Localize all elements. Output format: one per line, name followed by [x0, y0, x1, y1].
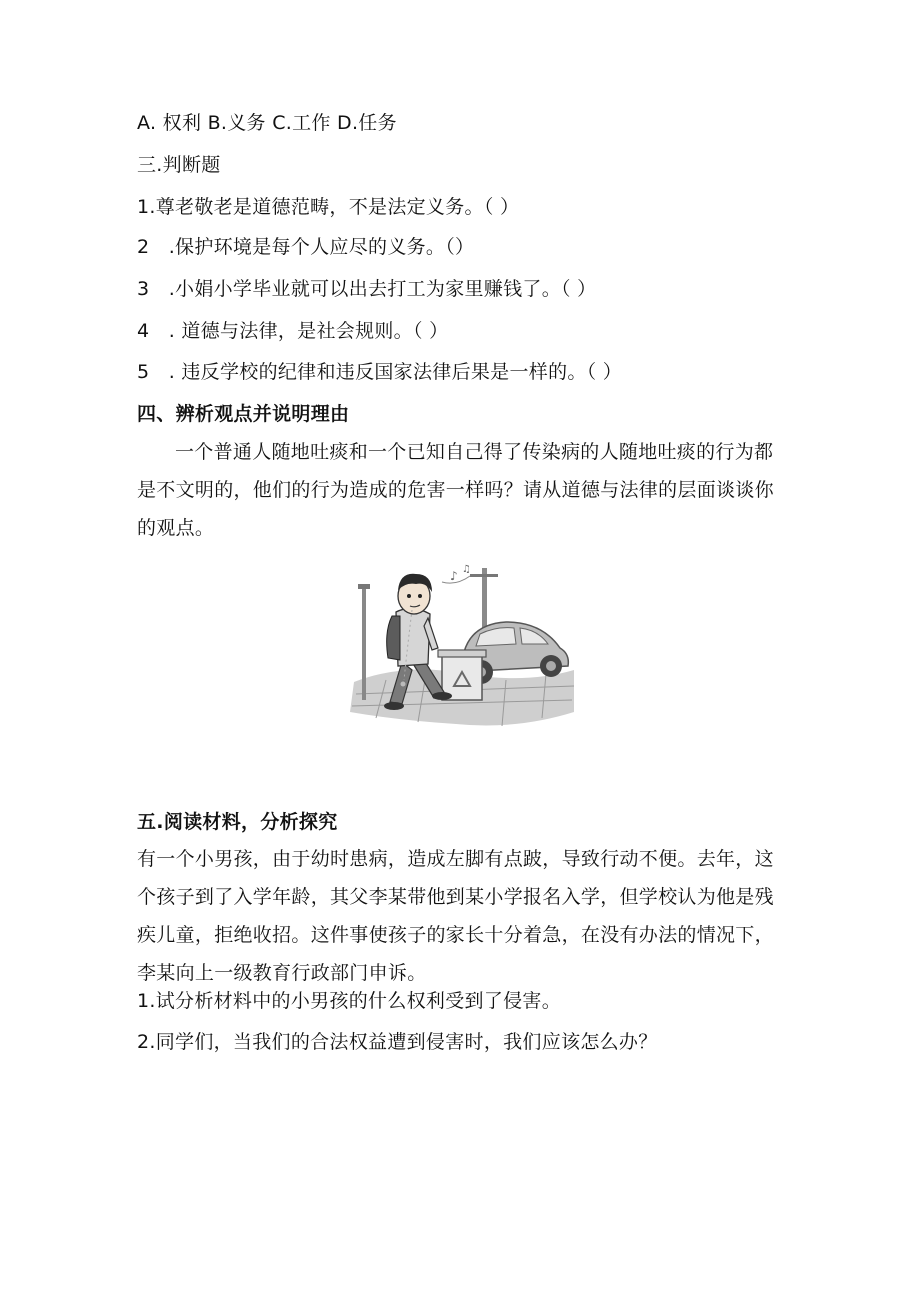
- svg-text:♪: ♪: [450, 569, 458, 583]
- section5-material-block: [137, 840, 792, 992]
- section4-title: 四、辨析观点并说明理由: [137, 403, 350, 425]
- judgment-item-5: 5 . 违反学校的纪律和违反国家法律后果是一样的。（ ）: [137, 361, 623, 383]
- boy-spitting-illustration: [346, 562, 578, 732]
- section4-body-block: [137, 433, 792, 547]
- judgment-item-3: 3 .小娟小学毕业就可以出去打工为家里赚钱了。（ ）: [137, 278, 597, 300]
- choice-options: A. 权利 B.义务 C.工作 D.任务: [137, 112, 397, 134]
- analysis-question-2: 2.同学们，当我们的合法权益遭到侵害时，我们应该怎么办？: [137, 1031, 658, 1053]
- section5-material: 有一个小男孩，由于幼时患病，造成左脚有点跛，导致行动不便。去年，这个孩子到了入学年龄，其父李某带他到某小学报名入学，但学校认为他是残疾儿童，拒绝收招。这件事使孩子的家长十分着急，在没有办法的情况下，李某向上一级教育行政部门申诉。: [137, 848, 774, 984]
- svg-text:♫: ♫: [462, 564, 471, 575]
- section5-title: 五.阅读材料，分析探究: [137, 811, 338, 833]
- section4-body: 一个普通人随地吐痰和一个已知自己得了传染病的人随地吐痰的行为都是不文明的，他们的行为造成的危害一样吗？请从道德与法律的层面谈谈你的观点。: [137, 441, 774, 539]
- judgment-item-4: 4 . 道德与法律，是社会规则。（ ）: [137, 320, 449, 342]
- analysis-question-1: 1.试分析材料中的小男孩的什么权利受到了侵害。: [137, 990, 562, 1012]
- section3-title: 三.判断题: [137, 154, 221, 176]
- judgment-item-1: 1.尊老敬老是道德范畴，不是法定义务。（ ）: [137, 196, 520, 218]
- judgment-item-2: 2 .保护环境是每个人应尽的义务。（）: [137, 236, 475, 258]
